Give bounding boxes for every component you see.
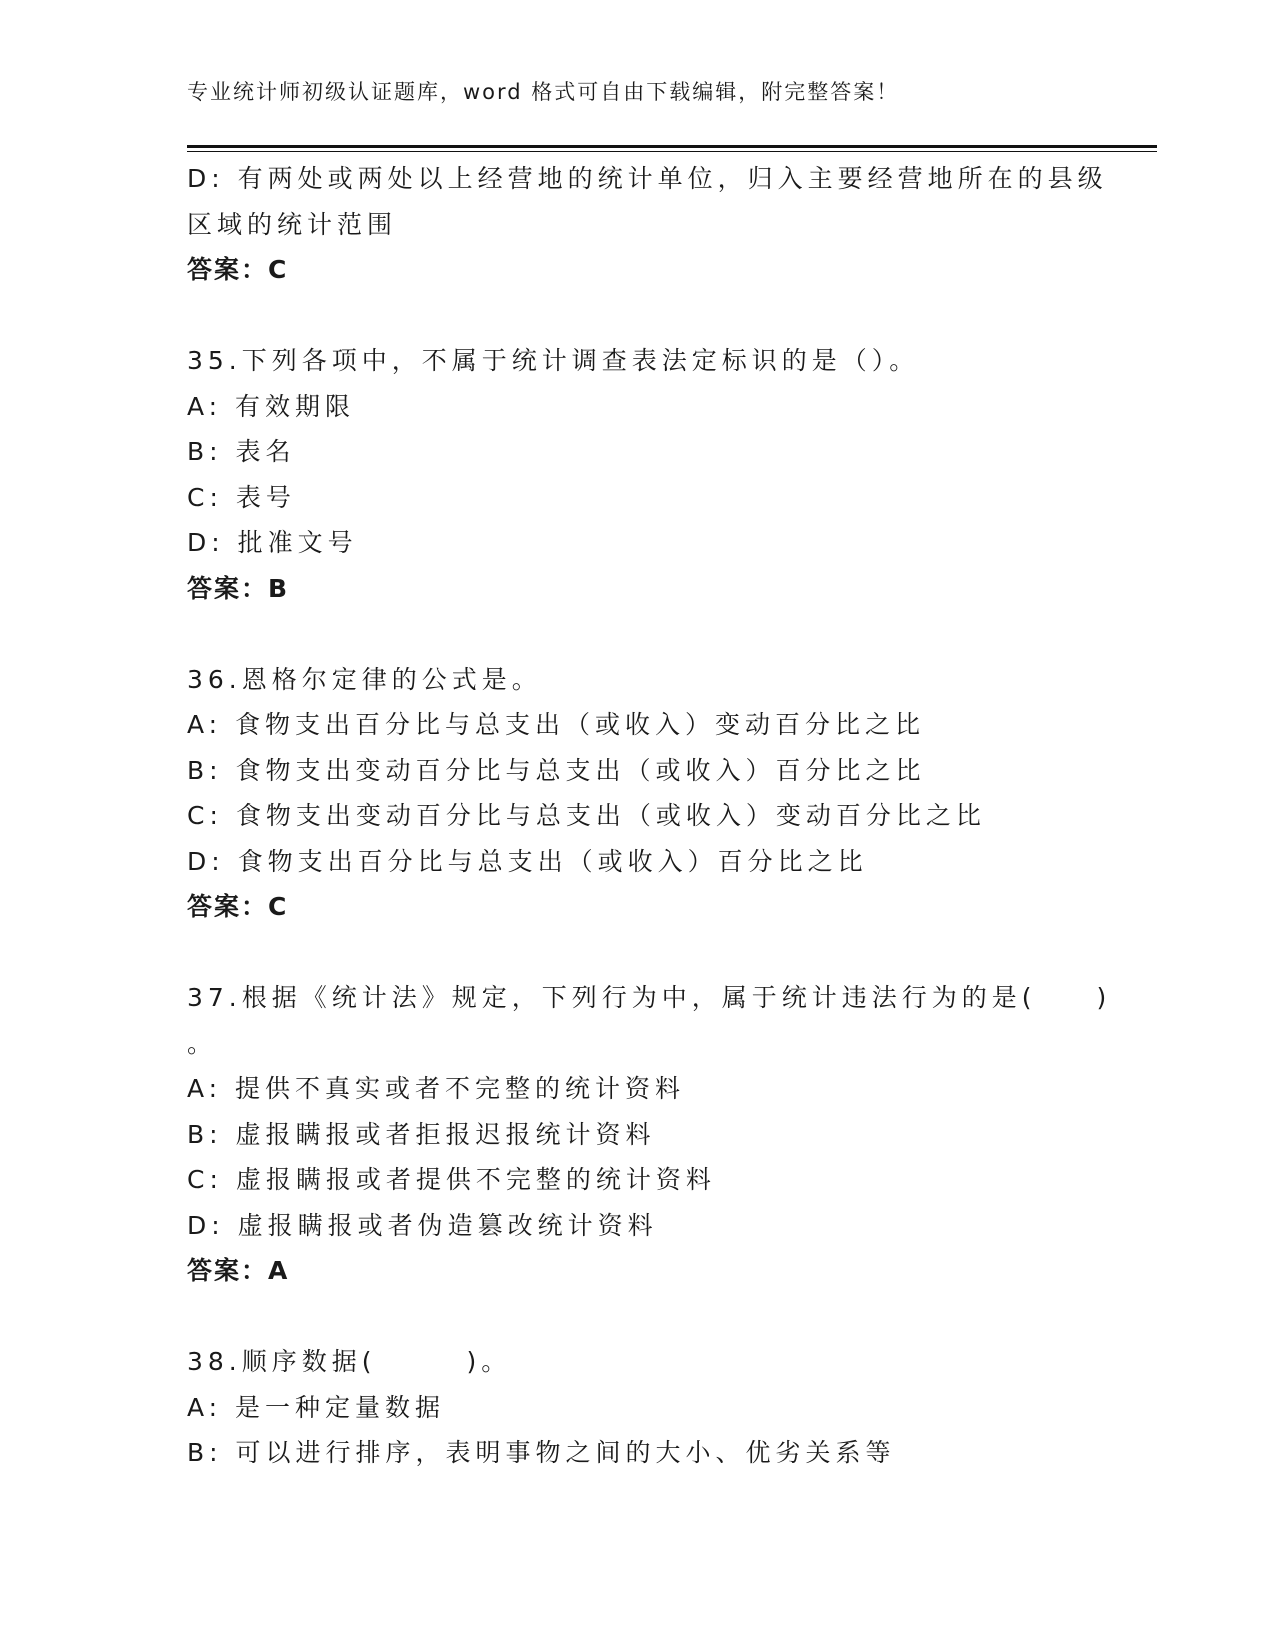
option-b: B: 表名 xyxy=(187,437,296,466)
option-a: A: 食物支出百分比与总支出（或收入）变动百分比之比 xyxy=(187,710,926,739)
blank-line xyxy=(187,611,1097,657)
option-c: C: 虚报瞒报或者提供不完整的统计资料 xyxy=(187,1165,716,1194)
question-stem: 38.顺序数据( )。 xyxy=(187,1347,512,1376)
option-d-line: D: 有两处或两处以上经营地的统计单位，归入主要经营地所在的县级 xyxy=(187,164,1108,193)
header-divider xyxy=(187,145,1157,152)
question-stem: 36.恩格尔定律的公式是。 xyxy=(187,664,542,694)
document-body xyxy=(187,156,1112,1476)
option-c: C: 食物支出变动百分比与总支出（或收入）变动百分比之比 xyxy=(187,801,986,830)
option-a: A: 提供不真实或者不完整的统计资料 xyxy=(187,1074,686,1103)
option-d: D: 虚报瞒报或者伪造篡改统计资料 xyxy=(187,1210,658,1240)
answer-line: 答案：B xyxy=(187,573,290,603)
option-a: A: 有效期限 xyxy=(187,391,356,421)
option-d-line-continued: 区域的统计范围 xyxy=(187,209,398,239)
blank-line xyxy=(187,1294,1097,1340)
option-c: C: 表号 xyxy=(187,482,296,512)
option-b: B: 食物支出变动百分比与总支出（或收入）百分比之比 xyxy=(187,755,926,785)
page-header: 专业统计师初级认证题库，word 格式可自由下载编辑，附完整答案！ xyxy=(187,80,900,104)
question-stem: 35.下列各项中，不属于统计调查表法定标识的是（）。 xyxy=(187,346,920,375)
blank-line xyxy=(187,293,1097,339)
question-stem: 37.根据《统计法》规定，下列行为中，属于统计违法行为的是( ) xyxy=(187,983,1112,1012)
answer-line: 答案：C xyxy=(187,255,289,284)
option-b: B: 可以进行排序，表明事物之间的大小、优劣关系等 xyxy=(187,1438,896,1467)
option-b: B: 虚报瞒报或者拒报迟报统计资料 xyxy=(187,1119,656,1149)
blank-line xyxy=(187,930,1097,976)
question-stem-tail: 。 xyxy=(187,1028,218,1058)
option-a: A: 是一种定量数据 xyxy=(187,1392,446,1422)
option-d: D: 食物支出百分比与总支出（或收入）百分比之比 xyxy=(187,846,868,876)
answer-line: 答案：A xyxy=(187,1256,290,1285)
option-d: D: 批准文号 xyxy=(187,528,358,557)
answer-line: 答案：C xyxy=(187,892,289,921)
